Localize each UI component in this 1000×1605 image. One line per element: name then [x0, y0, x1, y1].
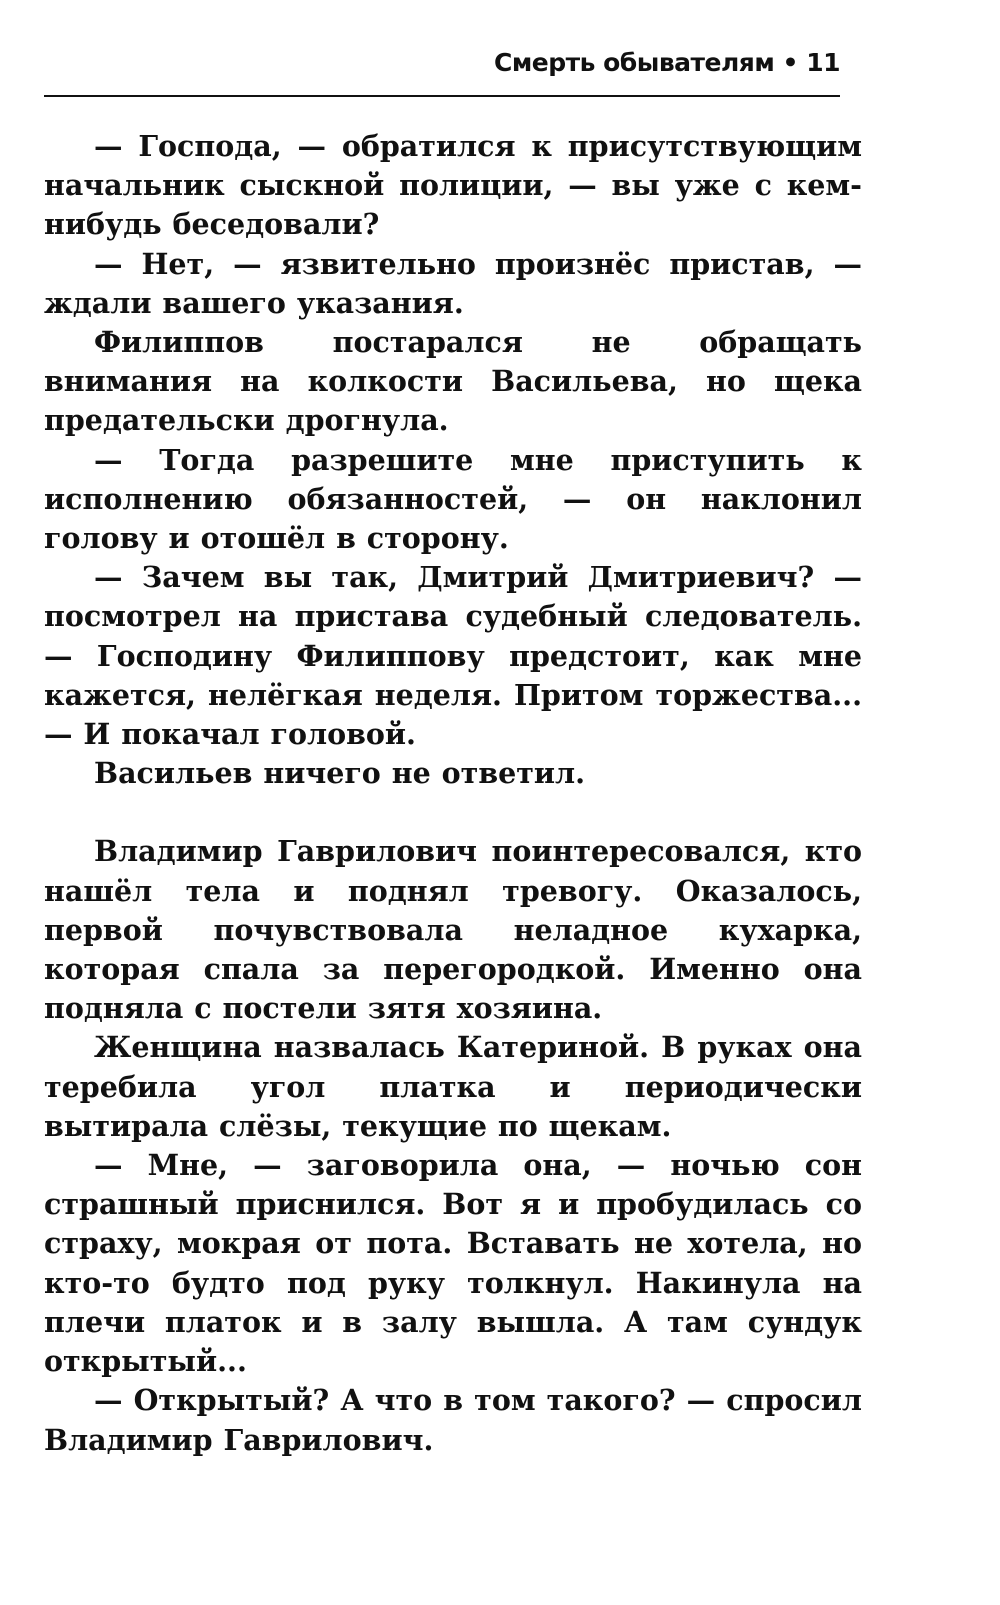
page-number: 11	[806, 48, 840, 77]
paragraph-3: Филиппов постарался не обращать внимания на колкости Васильева, но щека предательски дрогнула.	[44, 325, 862, 438]
paragraph-8: Женщина назвалась Катериной. В руках она теребила угол платка и периодически вытирала слёзы, текущие по щекам.	[44, 1030, 862, 1143]
paragraph-4: — Тогда разрешите мне приступить к исполнению обязанностей, — он наклонил голову и отошёл в сторону.	[44, 442, 862, 556]
paragraph-1: — Господа, — обратился к присутствующим начальник сыскной полиции, — вы уже с кем-нибудь беседовали?	[44, 129, 862, 242]
running-header	[44, 48, 840, 88]
paragraph-10: — Открытый? А что в том такого? — спросил Владимир Гаврилович.	[44, 1383, 862, 1457]
header-separator: •	[782, 48, 798, 77]
header-rule	[44, 95, 840, 97]
body-text	[44, 127, 862, 1460]
paragraph-2: — Нет, — язвительно произнёс пристав, — ждали вашего указания.	[44, 246, 862, 320]
running-title: Смерть обывателям	[493, 48, 775, 77]
paragraph-5: — Зачем вы так, Дмитрий Дмитриевич? — посмотрел на пристава судебный следователь. — Господину Филиппову предстоит, как мне кажется, нелёгкая неделя. Притом торжества... — И покачал головой.	[44, 560, 862, 752]
paragraph-9: — Мне, — заговорила она, — ночью сон страшный приснился. Вот я и пробудилась со страху, мокрая от пота. Вставать не хотела, но кто-то будто под руку толкнул. Накинула на плечи платок и в залу вышла. А там сундук открытый...	[44, 1148, 862, 1379]
section-break	[44, 793, 862, 832]
paragraph-6: Васильев ничего не ответил.	[94, 756, 586, 791]
paragraph-7: Владимир Гаврилович поинтересовался, кто нашёл тела и поднял тревогу. Оказалось, первой почувствовала неладное кухарка, которая спала за перегородкой. Именно она подняла с постели зятя хозяина.	[44, 834, 862, 1026]
